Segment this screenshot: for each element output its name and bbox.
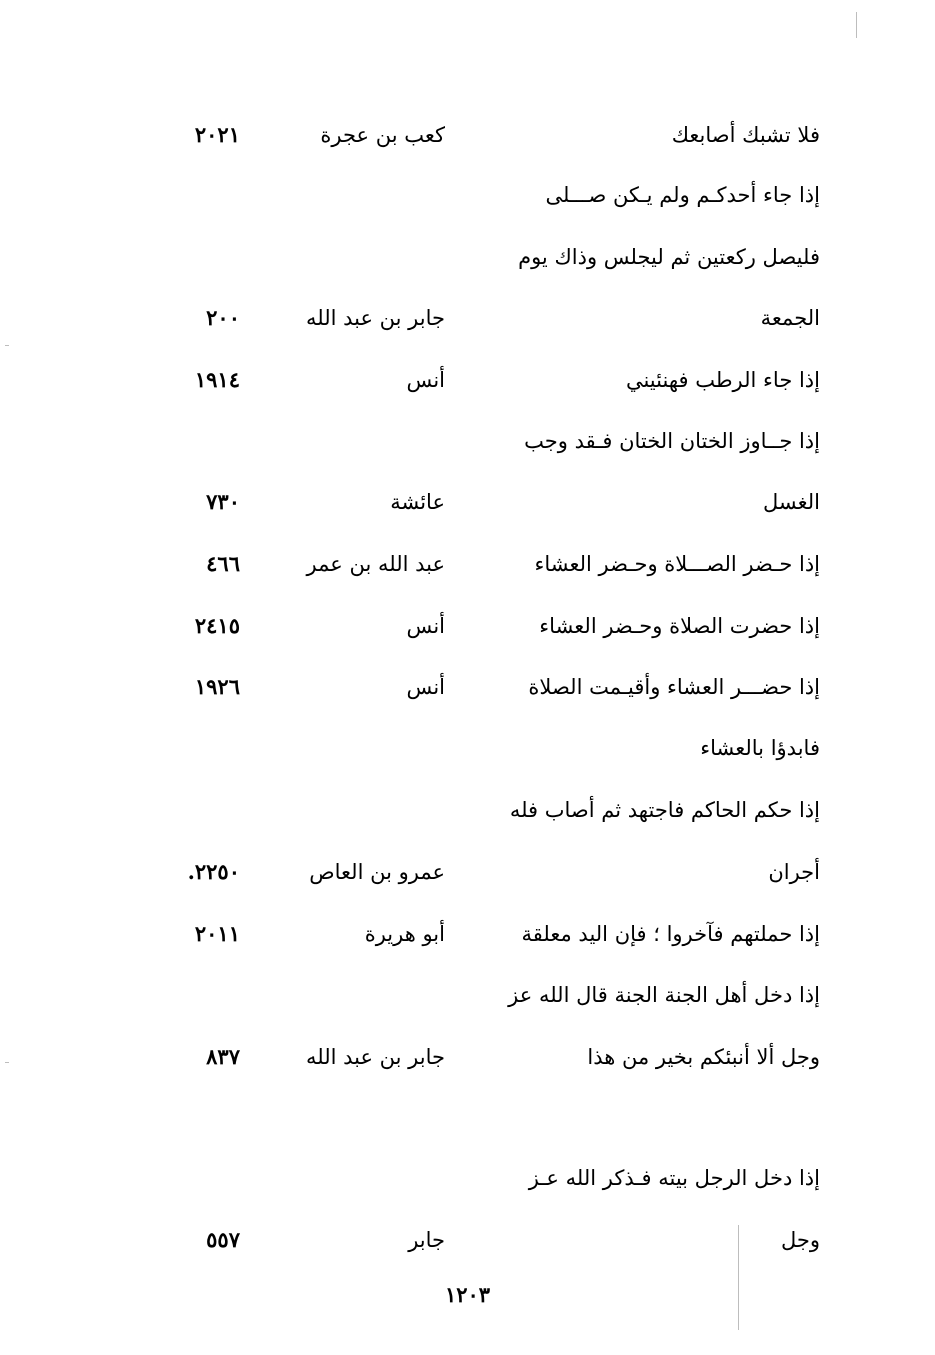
table-row (0, 421, 935, 461)
table-row (0, 852, 935, 892)
narrator-name: أنس (406, 614, 445, 638)
table-row (0, 1158, 935, 1198)
hadith-number: ٢٠٢١ (194, 122, 240, 147)
table-row (0, 606, 935, 646)
table-row (0, 728, 935, 768)
table-row (0, 298, 935, 338)
narrator-name: كعب بن عجرة (320, 123, 445, 147)
table-row (0, 482, 935, 522)
hadith-text: فابدؤا بالعشاء (700, 736, 820, 760)
table-row (0, 360, 935, 400)
table-row (0, 237, 935, 277)
hadith-text: إذا جــاوز الختان الختان فـقد وجب (524, 429, 820, 453)
scan-edge-mark (856, 12, 857, 38)
hadith-text: إذا حضـــر العشاء وأقيـمت الصلاة (528, 675, 820, 699)
table-row (0, 175, 935, 215)
page-number: ١٢٠٣ (444, 1282, 491, 1307)
table-row (0, 667, 935, 707)
narrator-name: جابر (408, 1228, 445, 1252)
hadith-number: ٥٥٧ (206, 1227, 240, 1252)
hadith-text: إذا دخل أهل الجنة الجنة قال الله عز (508, 983, 820, 1007)
table-row (0, 115, 935, 155)
hadith-number: ٢٤١٥ (194, 613, 240, 638)
narrator-name: أبو هريرة (364, 922, 445, 946)
narrator-name: جابر بن عبد الله (305, 1045, 445, 1069)
hadith-text: إذا دخل الرجل بيته فـذكر الله عـز (528, 1166, 820, 1190)
hadith-text: فليصل ركعتين ثم ليجلس وذاك يوم (518, 245, 820, 269)
hadith-number: ٢٠١١ (194, 921, 240, 946)
table-row (0, 1220, 935, 1260)
hadith-number: ٢٢٥٠. (187, 859, 240, 884)
hadith-number: ٨٣٧ (206, 1044, 240, 1069)
table-row (0, 790, 935, 830)
hadith-number: ٧٣٠ (206, 489, 240, 514)
scan-edge-mark (5, 345, 9, 346)
hadith-number: ٢٠٠ (206, 305, 240, 330)
hadith-text: فلا تشبك أصابعك (671, 123, 820, 147)
hadith-text: إذا جاء أحدكـم ولم يـكن صـــلى (545, 183, 820, 207)
hadith-text: وجل (780, 1228, 820, 1252)
hadith-text: إذا جاء الرطب فهنئيني (625, 368, 820, 392)
narrator-name: جابر بن عبد الله (305, 306, 445, 330)
hadith-number: ١٩١٤ (194, 367, 240, 392)
hadith-text: إذا حكم الحاكم فاجتهد ثم أصاب فله (509, 798, 820, 822)
hadith-text: إذا حملتهم فآخروا ؛ فإن اليد معلقة (521, 922, 820, 946)
hadith-number: ٤٦٦ (206, 551, 240, 576)
narrator-name: عمرو بن العاص (309, 860, 445, 884)
hadith-number: ١٩٢٦ (194, 674, 240, 699)
hadith-text: أجران (768, 860, 820, 884)
narrator-name: عبد الله بن عمر (306, 552, 445, 576)
table-row (0, 1037, 935, 1077)
hadith-text: وجل ألا أنبئكم بخير من هذا (587, 1045, 820, 1069)
table-row (0, 914, 935, 954)
hadith-text: الجمعة (760, 306, 820, 330)
hadith-text: الغسل (762, 490, 820, 514)
narrator-name: عائشة (390, 490, 445, 514)
table-row (0, 975, 935, 1015)
hadith-text: إذا حـضر الصـــلاة وحـضر العشاء (534, 552, 820, 576)
hadith-text: إذا حضرت الصلاة وحـضر العشاء (539, 614, 820, 638)
narrator-name: أنس (406, 368, 445, 392)
table-row (0, 544, 935, 584)
narrator-name: أنس (406, 675, 445, 699)
